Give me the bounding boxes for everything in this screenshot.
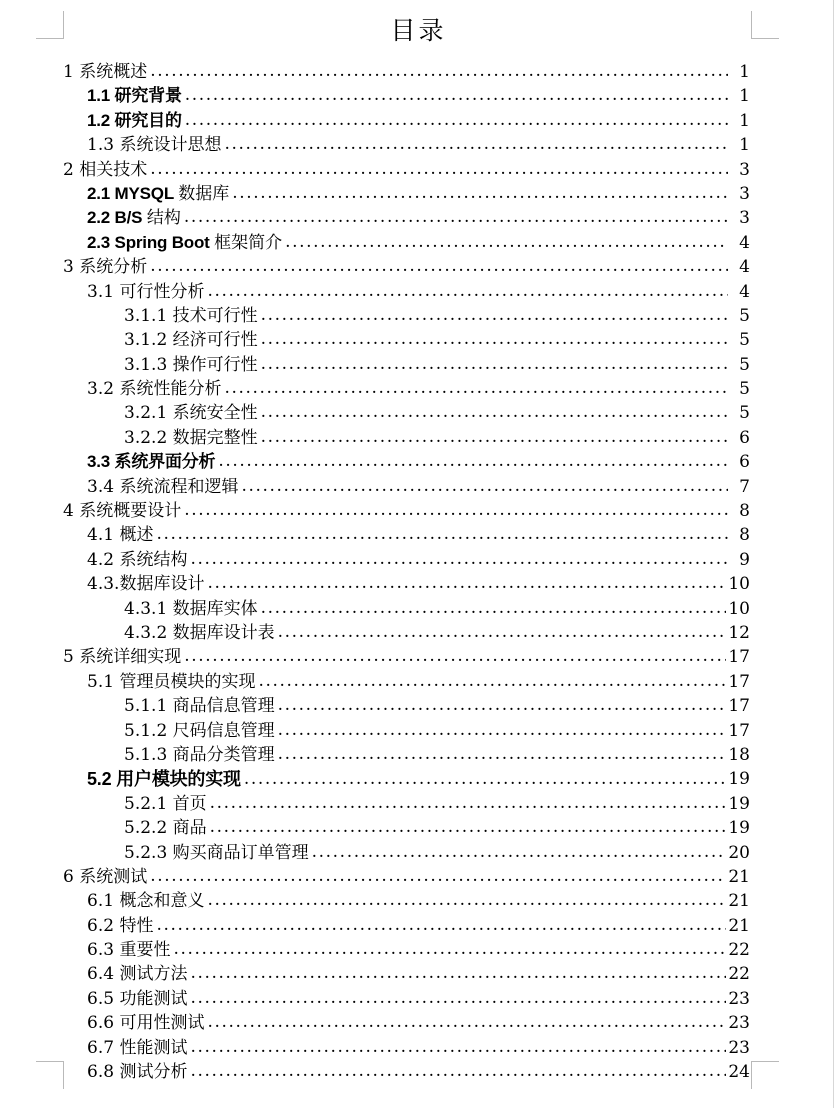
toc-leader-dots bbox=[285, 230, 749, 247]
toc-page-number: 7 bbox=[728, 475, 750, 499]
toc-leader-dots bbox=[190, 1035, 749, 1052]
toc-leader-dots bbox=[261, 303, 749, 320]
toc-entry[interactable] bbox=[0, 206, 837, 230]
toc-entry[interactable] bbox=[0, 694, 837, 718]
toc-entry[interactable] bbox=[0, 280, 837, 304]
toc-entry-label: 5.2.1 首页 bbox=[124, 793, 207, 814]
toc-leader-dots bbox=[190, 961, 749, 978]
toc-leader-dots bbox=[207, 888, 749, 905]
toc-entry[interactable] bbox=[0, 133, 837, 157]
toc-entry-label: 6 系统测试 bbox=[63, 866, 148, 887]
toc-entry[interactable] bbox=[0, 523, 837, 547]
toc-leader-dots bbox=[185, 108, 749, 125]
toc-entry-label: 3.2.1 系统安全性 bbox=[124, 403, 258, 424]
toc-leader-dots bbox=[312, 840, 749, 857]
toc-page-number: 4 bbox=[728, 255, 750, 279]
toc-leader-dots bbox=[278, 718, 749, 735]
toc-leader-dots bbox=[278, 620, 749, 637]
toc-page-number: 19 bbox=[726, 816, 750, 840]
toc-entry-label: 3 系统分析 bbox=[63, 257, 148, 278]
toc-page-number: 1 bbox=[728, 109, 750, 133]
toc-leader-dots bbox=[207, 279, 749, 296]
toc-entry[interactable] bbox=[0, 670, 837, 694]
toc-entry[interactable] bbox=[0, 255, 837, 279]
toc-leader-dots bbox=[210, 791, 749, 808]
toc-entry[interactable] bbox=[0, 60, 837, 84]
toc-entry[interactable] bbox=[0, 231, 837, 255]
toc-entry-label: 6.1 概念和意义 bbox=[87, 891, 205, 912]
toc-entry[interactable] bbox=[0, 1011, 837, 1035]
toc-leader-dots bbox=[150, 864, 749, 881]
toc-entry-label: 3.1.2 经济可行性 bbox=[124, 330, 258, 351]
toc-leader-dots bbox=[278, 693, 749, 710]
toc-entry-label: 3.4 系统流程和逻辑 bbox=[87, 476, 239, 497]
toc-entry-label-cjk: 数据库 bbox=[178, 183, 230, 204]
toc-page-number: 3 bbox=[728, 182, 750, 206]
toc-page-number: 10 bbox=[726, 572, 750, 596]
toc-entry-label: 2 相关技术 bbox=[63, 159, 148, 180]
toc-page-number: 4 bbox=[728, 280, 750, 304]
toc-leader-dots bbox=[184, 205, 749, 222]
toc-leader-dots bbox=[261, 425, 749, 442]
toc-leader-dots bbox=[150, 157, 749, 174]
toc-entry-label: 2.3 Spring Boot 框架简介 bbox=[87, 232, 283, 253]
toc-page-number: 17 bbox=[726, 645, 750, 669]
toc-page-number: 6 bbox=[728, 426, 750, 450]
toc-leader-dots bbox=[184, 644, 749, 661]
toc-leader-dots bbox=[224, 376, 749, 393]
toc-entry-label: 4.3.2 数据库设计表 bbox=[124, 622, 275, 643]
toc-entry-label: 5.1 管理员模块的实现 bbox=[87, 671, 256, 692]
toc-entry[interactable] bbox=[0, 914, 837, 938]
toc-page-number: 9 bbox=[728, 548, 750, 572]
toc-entry-label: 3.3 系统界面分析 bbox=[87, 452, 216, 472]
toc-entry-label: 6.5 功能测试 bbox=[87, 988, 188, 1009]
toc-page-number: 5 bbox=[728, 328, 750, 352]
toc-leader-dots bbox=[241, 474, 749, 491]
toc-entry[interactable] bbox=[0, 767, 837, 791]
toc-entry[interactable] bbox=[0, 1036, 837, 1060]
toc-leader-dots bbox=[278, 742, 749, 759]
toc-leader-dots bbox=[150, 59, 749, 76]
toc-entry[interactable] bbox=[0, 84, 837, 108]
toc-page-number: 17 bbox=[726, 670, 750, 694]
toc-page-number: 8 bbox=[728, 499, 750, 523]
toc-page-number: 3 bbox=[728, 158, 750, 182]
toc-entry-label: 5.1.1 商品信息管理 bbox=[124, 696, 275, 717]
toc-entry[interactable] bbox=[0, 475, 837, 499]
toc-entry[interactable] bbox=[0, 719, 837, 743]
toc-page-number: 23 bbox=[726, 987, 750, 1011]
toc-entry[interactable] bbox=[0, 597, 837, 621]
toc-entry[interactable] bbox=[0, 328, 837, 352]
toc-page-number: 19 bbox=[726, 792, 750, 816]
toc-entry[interactable] bbox=[0, 645, 837, 669]
toc-entry-label: 5.1.2 尺码信息管理 bbox=[124, 720, 275, 741]
toc-page-number: 24 bbox=[726, 1060, 750, 1084]
toc-entry[interactable] bbox=[0, 938, 837, 962]
toc-page-number: 8 bbox=[728, 523, 750, 547]
toc-page-number: 1 bbox=[728, 60, 750, 84]
toc-entry-label: 6.8 测试分析 bbox=[87, 1062, 188, 1083]
toc-entry-label: 1 系统概述 bbox=[63, 62, 148, 82]
toc-page-number: 4 bbox=[728, 231, 750, 255]
toc-entry[interactable] bbox=[0, 816, 837, 840]
toc-entry-label: 6.3 重要性 bbox=[87, 940, 171, 961]
toc-entry[interactable] bbox=[0, 548, 837, 572]
toc-entry-label: 3.1 可行性分析 bbox=[87, 281, 205, 302]
toc-entry-label: 4 系统概要设计 bbox=[63, 501, 182, 522]
toc-page-number: 5 bbox=[728, 304, 750, 328]
toc-page-number: 5 bbox=[728, 401, 750, 425]
toc-page-number: 17 bbox=[726, 719, 750, 743]
toc-entry[interactable] bbox=[0, 158, 837, 182]
toc-entry[interactable] bbox=[0, 401, 837, 425]
toc-entry-label: 3.2.2 数据完整性 bbox=[124, 427, 258, 448]
toc-page-number: 10 bbox=[726, 597, 750, 621]
toc-entry[interactable] bbox=[0, 304, 837, 328]
toc-leader-dots bbox=[184, 498, 749, 515]
toc-entry-label: 6.4 测试方法 bbox=[87, 964, 188, 985]
toc-entry-label: 3.1.3 操作可行性 bbox=[124, 354, 258, 375]
toc-leader-dots bbox=[185, 83, 749, 100]
toc-page-number: 21 bbox=[726, 889, 750, 913]
toc-entry-label: 2.2 B/S 结构 bbox=[87, 208, 181, 229]
toc-page-number: 6 bbox=[728, 450, 750, 474]
toc-entry-label: 6.7 性能测试 bbox=[87, 1037, 188, 1058]
toc-leader-dots bbox=[210, 815, 749, 832]
toc-entry-label: 5.2.3 购买商品订单管理 bbox=[124, 842, 309, 863]
toc-entry-label: 2.1 MYSQL 数据库 bbox=[87, 183, 230, 204]
table-of-contents bbox=[0, 60, 837, 1084]
toc-entry-label-cjk: 结构 bbox=[146, 208, 181, 229]
toc-leader-dots bbox=[156, 913, 749, 930]
toc-leader-dots bbox=[244, 767, 749, 784]
toc-page-number: 12 bbox=[726, 621, 750, 645]
page-title: 目录 bbox=[390, 16, 447, 45]
toc-page-number: 20 bbox=[726, 841, 750, 865]
toc-entry[interactable] bbox=[0, 841, 837, 865]
toc-entry[interactable] bbox=[0, 377, 837, 401]
toc-entry-label: 4.1 概述 bbox=[87, 525, 154, 546]
toc-page-number: 19 bbox=[726, 767, 750, 791]
toc-entry[interactable] bbox=[0, 743, 837, 767]
toc-entry-label: 4.3.数据库设计 bbox=[87, 574, 205, 595]
toc-leader-dots bbox=[218, 449, 749, 466]
toc-leader-dots bbox=[150, 254, 749, 271]
toc-leader-dots bbox=[190, 1059, 749, 1076]
toc-page-number: 22 bbox=[726, 938, 750, 962]
toc-entry[interactable] bbox=[0, 182, 837, 206]
toc-leader-dots bbox=[232, 181, 749, 198]
toc-page-number: 1 bbox=[728, 133, 750, 157]
toc-entry[interactable] bbox=[0, 865, 837, 889]
toc-entry-label: 6.6 可用性测试 bbox=[87, 1013, 205, 1034]
toc-page-number: 21 bbox=[726, 865, 750, 889]
toc-page-number: 23 bbox=[726, 1011, 750, 1035]
toc-leader-dots bbox=[261, 400, 749, 417]
toc-page-number: 1 bbox=[728, 84, 750, 108]
toc-leader-dots bbox=[190, 547, 749, 564]
toc-entry-label-cjk: 框架简介 bbox=[214, 232, 283, 253]
toc-entry-label: 6.2 特性 bbox=[87, 915, 154, 936]
toc-entry-label: 3.1.1 技术可行性 bbox=[124, 305, 258, 326]
toc-leader-dots bbox=[207, 1010, 749, 1027]
toc-entry[interactable] bbox=[0, 426, 837, 450]
toc-entry-label: 4.3.1 数据库实体 bbox=[124, 598, 258, 619]
toc-entry-label: 5 系统详细实现 bbox=[63, 647, 182, 668]
toc-page-number: 22 bbox=[726, 962, 750, 986]
toc-entry-label: 1.3 系统设计思想 bbox=[87, 135, 222, 156]
toc-entry-label: 1.1 研究背景 bbox=[87, 86, 182, 106]
toc-entry[interactable] bbox=[0, 962, 837, 986]
toc-leader-dots bbox=[258, 669, 749, 686]
toc-entry[interactable] bbox=[0, 450, 837, 474]
toc-leader-dots bbox=[173, 937, 749, 954]
toc-page-number: 5 bbox=[728, 377, 750, 401]
toc-entry[interactable] bbox=[0, 572, 837, 596]
toc-entry-label: 4.2 系统结构 bbox=[87, 549, 188, 570]
toc-page-number: 23 bbox=[726, 1036, 750, 1060]
toc-leader-dots bbox=[156, 522, 749, 539]
toc-entry-label: 3.2 系统性能分析 bbox=[87, 379, 222, 400]
toc-page-number: 17 bbox=[726, 694, 750, 718]
toc-entry[interactable] bbox=[0, 792, 837, 816]
toc-leader-dots bbox=[261, 352, 749, 369]
toc-entry-label: 1.2 研究目的 bbox=[87, 110, 182, 130]
toc-entry[interactable] bbox=[0, 109, 837, 133]
toc-page-number: 3 bbox=[728, 206, 750, 230]
toc-entry[interactable] bbox=[0, 987, 837, 1011]
toc-entry-label: 5.2 用户模块的实现 bbox=[87, 769, 241, 790]
toc-entry[interactable] bbox=[0, 1060, 837, 1084]
toc-page-number: 5 bbox=[728, 353, 750, 377]
toc-leader-dots bbox=[261, 596, 749, 613]
toc-entry-label: 5.1.3 商品分类管理 bbox=[124, 744, 275, 765]
toc-entry[interactable] bbox=[0, 353, 837, 377]
toc-entry[interactable] bbox=[0, 621, 837, 645]
toc-leader-dots bbox=[207, 571, 749, 588]
toc-entry[interactable] bbox=[0, 499, 837, 523]
toc-entry[interactable] bbox=[0, 889, 837, 913]
toc-leader-dots bbox=[224, 132, 749, 149]
toc-page-number: 21 bbox=[726, 914, 750, 938]
toc-entry-label: 5.2.2 商品 bbox=[124, 818, 207, 839]
toc-leader-dots bbox=[190, 986, 749, 1003]
toc-leader-dots bbox=[261, 327, 749, 344]
toc-page-number: 18 bbox=[726, 743, 750, 767]
